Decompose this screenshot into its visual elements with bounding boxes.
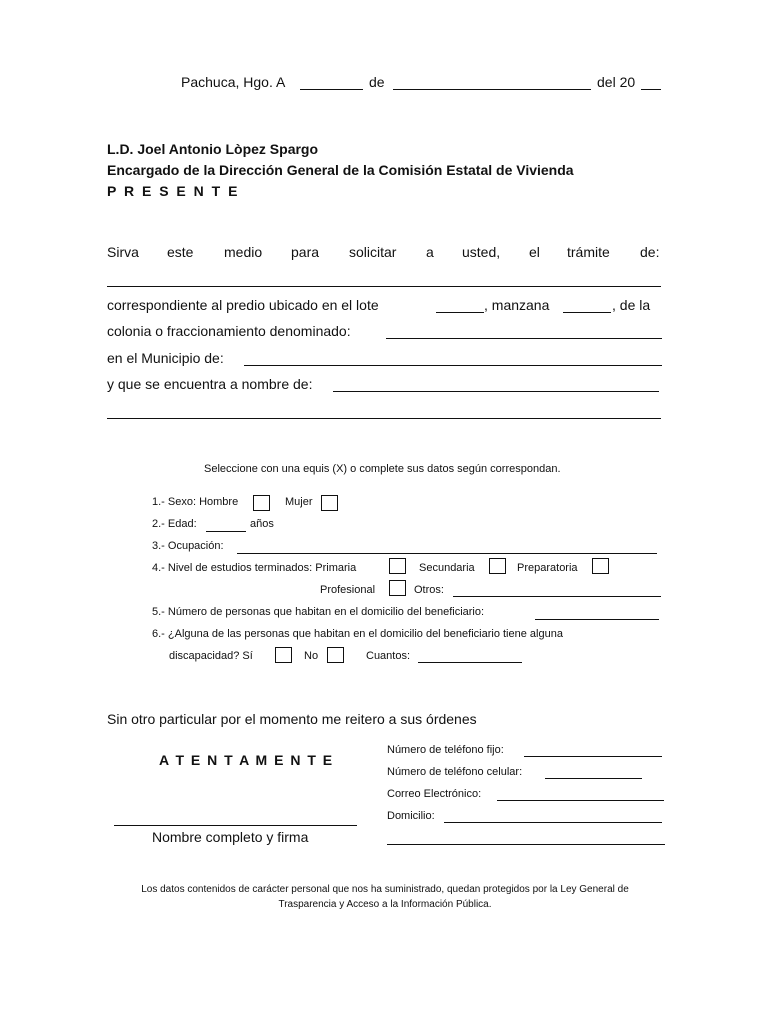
sexo-label: 1.- Sexo: Hombre bbox=[152, 496, 239, 508]
secundaria-label: Secundaria bbox=[419, 562, 475, 574]
correo-label: Correo Electrónico: bbox=[387, 788, 482, 800]
no-label: No bbox=[304, 650, 319, 662]
de-la-label: , de la bbox=[612, 297, 651, 313]
cuantos-field[interactable] bbox=[418, 662, 522, 663]
profesional-checkbox[interactable] bbox=[389, 580, 406, 596]
closing-sentence: Sin otro particular por el momento me reitero a sus órdenes bbox=[107, 711, 477, 727]
privacy-notice-line-2: Trasparencia y Acceso a la Información Pública. bbox=[278, 899, 492, 910]
tel-celular-label: Número de teléfono celular: bbox=[387, 766, 523, 778]
domicilio-field-extra[interactable] bbox=[387, 844, 665, 845]
cuantos-label: Cuantos: bbox=[366, 650, 411, 662]
date-year-label: del 20 bbox=[597, 74, 636, 90]
personas-label: 5.- Número de personas que habitan en el domicilio del beneficiario: bbox=[152, 606, 485, 618]
signature-label: Nombre completo y firma bbox=[152, 829, 309, 845]
recipient-name: L.D. Joel Antonio Lòpez Spargo bbox=[107, 141, 319, 157]
nivel-label: 4.- Nivel de estudios terminados: Primaria bbox=[152, 562, 357, 574]
manzana-label: , manzana bbox=[484, 297, 550, 313]
domicilio-label: Domicilio: bbox=[387, 810, 435, 822]
presente-heading: P R E S E N T E bbox=[107, 183, 240, 199]
mujer-checkbox[interactable] bbox=[321, 495, 338, 511]
body-word: Sirva bbox=[107, 244, 139, 260]
discapacidad-label: 6.- ¿Alguna de las personas que habitan en el domicilio del beneficiario tiene alguna bbox=[152, 628, 563, 640]
body-word: para bbox=[291, 244, 320, 260]
si-checkbox[interactable] bbox=[275, 647, 292, 663]
correo-field[interactable] bbox=[497, 800, 664, 801]
body-word: de: bbox=[640, 244, 660, 260]
ocupacion-field[interactable] bbox=[237, 553, 657, 554]
ocupacion-label: 3.- Ocupación: bbox=[152, 540, 224, 552]
form-instruction: Seleccione con una equis (X) o complete sus datos según correspondan. bbox=[204, 463, 561, 475]
atentamente-heading: A T E N T A M E N T E bbox=[159, 752, 334, 768]
anos-label: años bbox=[250, 518, 274, 530]
primaria-checkbox[interactable] bbox=[389, 558, 406, 574]
body-word: el bbox=[529, 244, 540, 260]
date-city-label: Pachuca, Hgo. A bbox=[181, 74, 286, 90]
no-checkbox[interactable] bbox=[327, 647, 344, 663]
tramite-field[interactable] bbox=[107, 286, 661, 287]
mujer-label: Mujer bbox=[285, 496, 313, 508]
municipio-label: en el Municipio de: bbox=[107, 350, 224, 366]
body-word: solicitar bbox=[349, 244, 397, 260]
profesional-label: Profesional bbox=[320, 584, 376, 596]
colonia-field[interactable] bbox=[386, 338, 662, 339]
body-word: trámite bbox=[567, 244, 610, 260]
signature-field[interactable] bbox=[114, 825, 357, 826]
otros-label: Otros: bbox=[414, 584, 444, 596]
body-word: usted, bbox=[462, 244, 501, 260]
lote-label: correspondiente al predio ubicado en el lote bbox=[107, 297, 379, 313]
tel-fijo-field[interactable] bbox=[524, 756, 662, 757]
discapacidad-si-label: discapacidad? Sí bbox=[169, 650, 253, 662]
date-day-field[interactable] bbox=[300, 89, 363, 90]
body-word: este bbox=[167, 244, 194, 260]
nombre-field[interactable] bbox=[333, 391, 659, 392]
date-de-label: de bbox=[369, 74, 385, 90]
colonia-label: colonia o fraccionamiento denominado: bbox=[107, 323, 351, 339]
recipient-title: Encargado de la Dirección General de la Comisión Estatal de Vivienda bbox=[107, 162, 574, 178]
otros-field[interactable] bbox=[453, 596, 661, 597]
nombre-field-extra[interactable] bbox=[107, 418, 661, 419]
edad-field[interactable] bbox=[206, 531, 246, 532]
date-month-field[interactable] bbox=[393, 89, 591, 90]
nombre-label: y que se encuentra a nombre de: bbox=[107, 376, 313, 392]
body-word: medio bbox=[224, 244, 263, 260]
preparatoria-checkbox[interactable] bbox=[592, 558, 609, 574]
domicilio-field[interactable] bbox=[444, 822, 662, 823]
personas-field[interactable] bbox=[535, 619, 659, 620]
lote-field[interactable] bbox=[436, 312, 484, 313]
date-year-field[interactable] bbox=[641, 89, 661, 90]
municipio-field[interactable] bbox=[244, 365, 662, 366]
body-word: a bbox=[426, 244, 434, 260]
manzana-field[interactable] bbox=[563, 312, 611, 313]
edad-label: 2.- Edad: bbox=[152, 518, 197, 530]
tel-celular-field[interactable] bbox=[545, 778, 642, 779]
preparatoria-label: Preparatoria bbox=[517, 562, 578, 574]
secundaria-checkbox[interactable] bbox=[489, 558, 506, 574]
hombre-checkbox[interactable] bbox=[253, 495, 270, 511]
privacy-notice-line-1: Los datos contenidos de carácter personal que nos ha suministrado, quedan protegidos por la Ley General de bbox=[141, 884, 629, 895]
tel-fijo-label: Número de teléfono fijo: bbox=[387, 744, 504, 756]
